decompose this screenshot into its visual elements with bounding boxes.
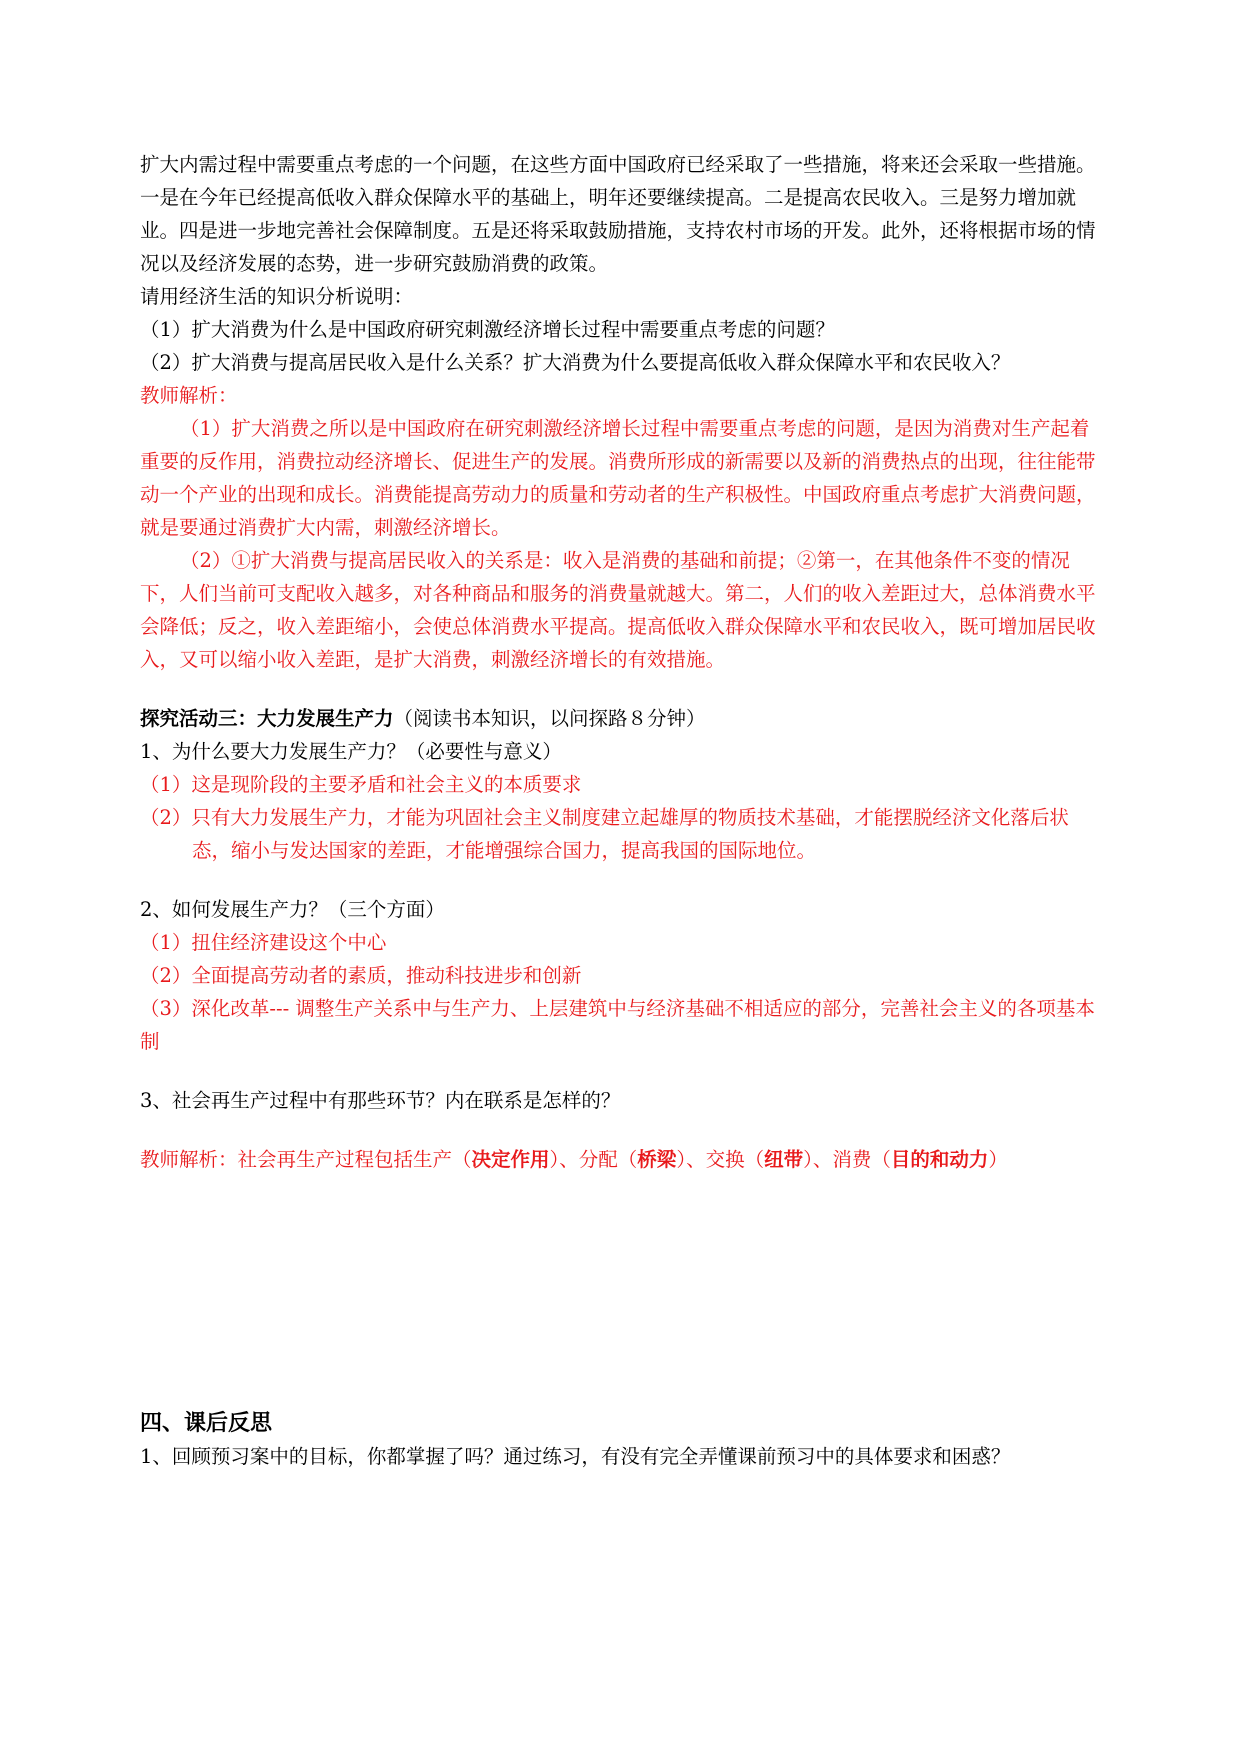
activity3-q2-answer-3: （3）深化改革--- 调整生产关系中与生产力、上层建筑中与经济基础不相适应的部分，完善社会主义的各项基本制 bbox=[140, 997, 1095, 1053]
answer-text: ）、交换（ bbox=[676, 1148, 765, 1171]
activity3-heading bbox=[140, 702, 1105, 735]
analysis-answer-2: （2）①扩大消费与提高居民收入的关系是：收入是消费的基础和前提；②第一，在其他条件不变的情况下，人们当前可支配收入越多，对各种商品和服务的消费量就越大。第二，人们的收入差距过大，总体消费水平会降低；反之，收入差距缩小，会使总体消费水平提高。提高低收入群众保障水平和农民收入，既可增加居民收入，又可以缩小收入差距，是扩大消费，刺激经济增长的有效措施。 bbox=[140, 549, 1096, 671]
answer-text: ）、消费（ bbox=[803, 1148, 891, 1171]
analysis-answer-1: （1）扩大消费之所以是中国政府在研究刺激经济增长过程中需要重点考虑的问题，是因为消费对生产起着重要的反作用，消费拉动经济增长、促进生产的发展。消费所形成的新需要以及新的消费热点的出现，往往能带动一个产业的出现和成长。消费能提高劳动力的质量和劳动者的生产积极性。中国政府重点考虑扩大消费问题，就是要通过消费扩大内需，刺激经济增长。 bbox=[140, 417, 1096, 539]
teacher-analysis-label: 教师解析： bbox=[140, 384, 238, 407]
activity3-note: （阅读书本知识，以问探路８分钟） bbox=[393, 707, 706, 730]
case-paragraph: 扩大内需过程中需要重点考虑的一个问题，在这些方面中国政府已经采取了一些措施，将来还会采取一些措施。一是在今年已经提高低收入群众保障水平的基础上，明年还要继续提高。二是提高农民收入。三是努力增加就业。四是进一步地完善社会保障制度。五是还将采取鼓励措施，支持农村市场的开发。此外，还将根据市场的情况以及经济发展的态势，进一步研究鼓励消费的政策。 bbox=[140, 153, 1096, 275]
activity3-q2-answer-2: （2）全面提高劳动者的素质，推动科技进步和创新 bbox=[140, 964, 582, 987]
page-content bbox=[140, 148, 1105, 1473]
spacer bbox=[140, 1176, 1105, 1406]
activity3-q3-answer bbox=[140, 1143, 1105, 1176]
spacer bbox=[140, 1117, 1105, 1143]
answer-keyword: 目的和动力 bbox=[890, 1148, 989, 1171]
answer-text: 教师解析：社会再生产过程包括生产（ bbox=[140, 1148, 472, 1171]
spacer bbox=[140, 676, 1105, 702]
question-2: （2）扩大消费与提高居民收入是什么关系？扩大消费为什么要提高低收入群众保障水平和农民收入？ bbox=[140, 351, 1011, 374]
activity3-q1-answer-2: （2）只有大力发展生产力，才能为巩固社会主义制度建立起雄厚的物质技术基础，才能摆脱经济文化落后状态，缩小与发达国家的差距，才能增强综合国力，提高我国的国际地位。 bbox=[140, 806, 1069, 862]
activity3-question-1: 1、为什么要大力发展生产力？（必要性与意义） bbox=[140, 740, 562, 763]
spacer bbox=[140, 1058, 1105, 1084]
activity3-q1-answer-1: （1）这是现阶段的主要矛盾和社会主义的本质要求 bbox=[140, 773, 582, 796]
answer-text: ） bbox=[988, 1148, 1008, 1171]
activity3-question-2: 2、如何发展生产力？（三个方面） bbox=[140, 898, 445, 921]
answer-keyword: 决定作用 bbox=[471, 1148, 550, 1171]
activity3-title: 探究活动三：大力发展生产力 bbox=[140, 707, 394, 730]
answer-text: ）、分配（ bbox=[549, 1148, 638, 1171]
question-1: （1）扩大消费为什么是中国政府研究刺激经济增长过程中需要重点考虑的问题？ bbox=[140, 318, 835, 341]
spacer bbox=[140, 867, 1105, 893]
activity3-q2-answer-1: （1）扭住经济建设这个中心 bbox=[140, 931, 387, 954]
analysis-prompt: 请用经济生活的知识分析说明： bbox=[140, 285, 414, 308]
answer-keyword: 纽带 bbox=[764, 1148, 804, 1171]
answer-keyword: 桥梁 bbox=[637, 1148, 677, 1171]
section4-item-1: 1、回顾预习案中的目标，你都掌握了吗？通过练习，有没有完全弄懂课前预习中的具体要求和困惑？ bbox=[140, 1445, 1011, 1468]
activity3-question-3: 3、社会再生产过程中有那些环节？内在联系是怎样的？ bbox=[140, 1089, 621, 1112]
section4-heading: 四、课后反思 bbox=[140, 1410, 273, 1436]
